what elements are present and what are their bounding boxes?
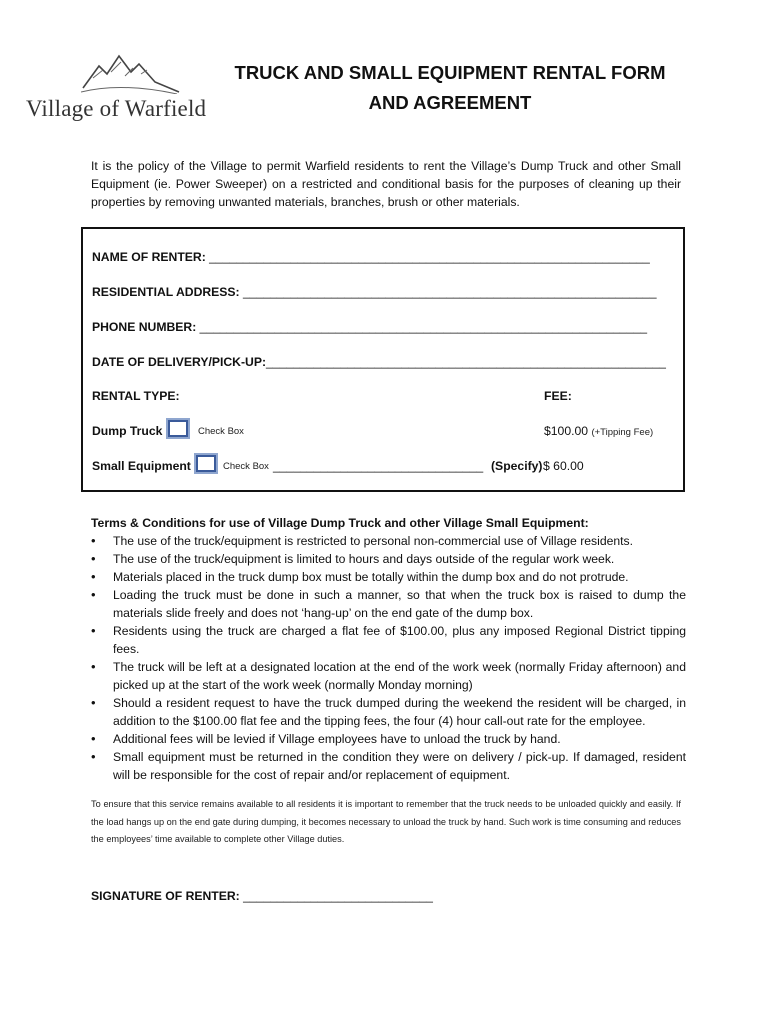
dump-truck-checkbox[interactable] bbox=[168, 420, 188, 437]
delivery-date-field[interactable] bbox=[92, 355, 666, 369]
terms-list bbox=[91, 532, 686, 784]
terms-section bbox=[91, 514, 686, 784]
renter-name-label: NAME OF RENTER: bbox=[92, 250, 210, 264]
logo-text: Village of Warfield bbox=[26, 96, 207, 121]
title-line-2: AND AGREEMENT bbox=[368, 92, 532, 113]
signature-label: SIGNATURE OF RENTER: bbox=[91, 889, 244, 903]
village-logo bbox=[26, 52, 226, 132]
terms-item: • The use of the truck/equipment is restricted to personal non-commercial use of Village residents. bbox=[113, 532, 686, 550]
rental-form-box bbox=[81, 227, 685, 492]
intro-paragraph: It is the policy of the Village to permit Warfield residents to rent the Village’s Dump Truck and other Small Equipment (ie. Power Sweeper) on a restricted and conditional basis for the purposes of cleaning up their properties by removing unwanted materials, branches, brush or other materials. bbox=[91, 159, 681, 209]
page-title bbox=[210, 58, 690, 118]
dump-truck-label: Dump Truck bbox=[92, 424, 163, 438]
signature-line[interactable]: ____________________________ bbox=[243, 889, 433, 903]
terms-item: • The truck will be left at a designated location at the end of the work week (normally Friday afternoon) and picked up at the start of the work week (normally Monday morning) bbox=[113, 658, 686, 694]
fee-label: FEE: bbox=[544, 389, 572, 403]
terms-item: • Small equipment must be returned in the condition they were on delivery / pick-up. If damaged, resident will be responsible for the cost of repair and/or replacement of equipment. bbox=[113, 748, 686, 784]
terms-item: • Residents using the truck are charged a flat fee of $100.00, plus any imposed Regional District tipping fees. bbox=[113, 622, 686, 658]
renter-name-line[interactable]: _________________________________________________________________ bbox=[209, 250, 650, 264]
phone-label: PHONE NUMBER: bbox=[92, 320, 200, 334]
address-line[interactable]: _____________________________________________________________ bbox=[243, 285, 657, 299]
phone-line[interactable]: __________________________________________________________________ bbox=[199, 320, 648, 334]
terms-item: • Should a resident request to have the truck dumped during the weekend the resident will be charged, in addition to the $100.00 flat fee and the tipping fees, the four (4) hour call-out rate for the employee. bbox=[113, 694, 686, 730]
dump-truck-fee-value: $100.00 bbox=[544, 424, 589, 438]
dump-truck-fee-note: (+Tipping Fee) bbox=[591, 427, 654, 438]
dump-truck-fee bbox=[544, 424, 653, 438]
small-equipment-label: Small Equipment bbox=[92, 459, 191, 473]
renter-name-field[interactable] bbox=[92, 250, 650, 264]
delivery-date-label: DATE OF DELIVERY/PICK-UP: bbox=[92, 355, 267, 369]
terms-item: • The use of the truck/equipment is limited to hours and days outside of the regular work week. bbox=[113, 550, 686, 568]
address-field[interactable] bbox=[92, 285, 656, 299]
delivery-date-line[interactable]: ___________________________________________________________ bbox=[266, 355, 666, 369]
service-note: To ensure that this service remains available to all residents it is important to remember that the truck needs to be unloaded quickly and easily. If the load hangs up on the end gate during dumping, it becomes necessary to unload the truck by hand. Such work is time consuming and reduces the employees’ time available to complete other Village duties. bbox=[91, 799, 681, 844]
terms-item: • Materials placed in the truck dump box must be totally within the dump box and do not protrude. bbox=[113, 568, 686, 586]
terms-title: Terms & Conditions for use of Village Dump Truck and other Village Small Equipment: bbox=[91, 516, 589, 530]
address-label: RESIDENTIAL ADDRESS: bbox=[92, 285, 244, 299]
specify-label: (Specify) bbox=[491, 459, 543, 473]
signature-field[interactable] bbox=[91, 889, 433, 903]
terms-item: • Loading the truck must be done in such a manner, so that when the truck box is raised to dump the materials slide freely and does not ‘hang-up’ on the end gate of the dump box. bbox=[113, 586, 686, 622]
rental-type-label: RENTAL TYPE: bbox=[92, 389, 180, 403]
dump-truck-checkbox-text: Check Box bbox=[198, 426, 244, 437]
title-line-1: TRUCK AND SMALL EQUIPMENT RENTAL FORM bbox=[234, 62, 666, 83]
small-equipment-checkbox-text: Check Box bbox=[223, 461, 269, 472]
terms-item: • Additional fees will be levied if Village employees have to unload the truck by hand. bbox=[113, 730, 686, 748]
small-equipment-checkbox[interactable] bbox=[196, 455, 216, 472]
phone-field[interactable] bbox=[92, 320, 647, 334]
mountain-icon bbox=[81, 52, 181, 94]
small-equipment-fee: $ 60.00 bbox=[543, 459, 584, 473]
specify-line[interactable]: _______________________________ bbox=[273, 459, 484, 473]
